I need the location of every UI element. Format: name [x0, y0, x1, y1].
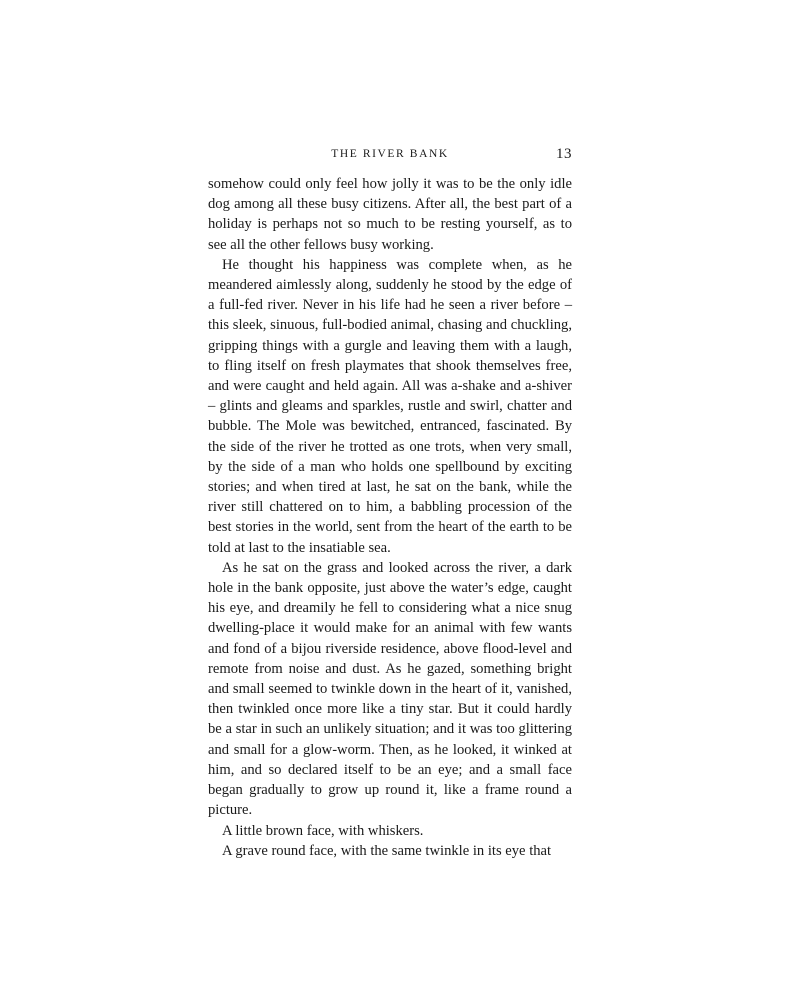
paragraph: He thought his happiness was complete when, as he meandered aimlessly along, suddenly he stood by the edge of a full-fed river. Never in his life had he seen a river before – this sleek, sinuous, full-bodied animal, chasing and chuckling, gripping things with a gurgle and leaving them with a laugh, to fling itself on fresh playmates that shook themselves free, and were caught and held again. All was a-shake and a-shiver – glints and gleams and sparkles, rustle and swirl, chatter and bubble. The Mole was bewitched, entranced, fascinated. By the side of the river he trotted as one trots, when very small, by the side of a man who holds one spellbound by exciting stories; and when tired at last, he sat on the bank, while the river still chattered on to him, a babbling procession of the best stories in the world, sent from the heart of the earth to be told at last to the insatiable sea. [208, 256, 572, 556]
body-text [208, 174, 572, 861]
paragraph: As he sat on the grass and looked across the river, a dark hole in the bank opposite, just above the water’s edge, caught his eye, and dreamily he fell to considering what a nice snug dwelling-place it would make for an animal with few wants and fond of a bijou riverside residence, above flood-level and remote from noise and dust. As he gazed, something bright and small seemed to twinkle down in the heart of it, vanished, then twinkled once more like a tiny star. But it could hardly be a star in such an unlikely situation; and it was too glittering and small for a glow-worm. Then, as he looked, it winked at him, and so declared itself to be an eye; and a small face began gradually to grow up round it, like a frame round a picture. [208, 559, 572, 819]
running-head [208, 146, 572, 166]
page-number: 13 [556, 146, 572, 162]
paragraph-continued: somehow could only feel how jolly it was to be the only idle dog among all these busy citizens. After all, the best part of a holiday is perhaps not so much to be resting yourself, as to see all the other fellows busy working. [208, 176, 572, 253]
running-title: THE RIVER BANK [331, 148, 449, 160]
paragraph: A grave round face, with the same twinkle in its eye that [222, 842, 552, 859]
paragraph: A little brown face, with whiskers. [222, 822, 424, 839]
